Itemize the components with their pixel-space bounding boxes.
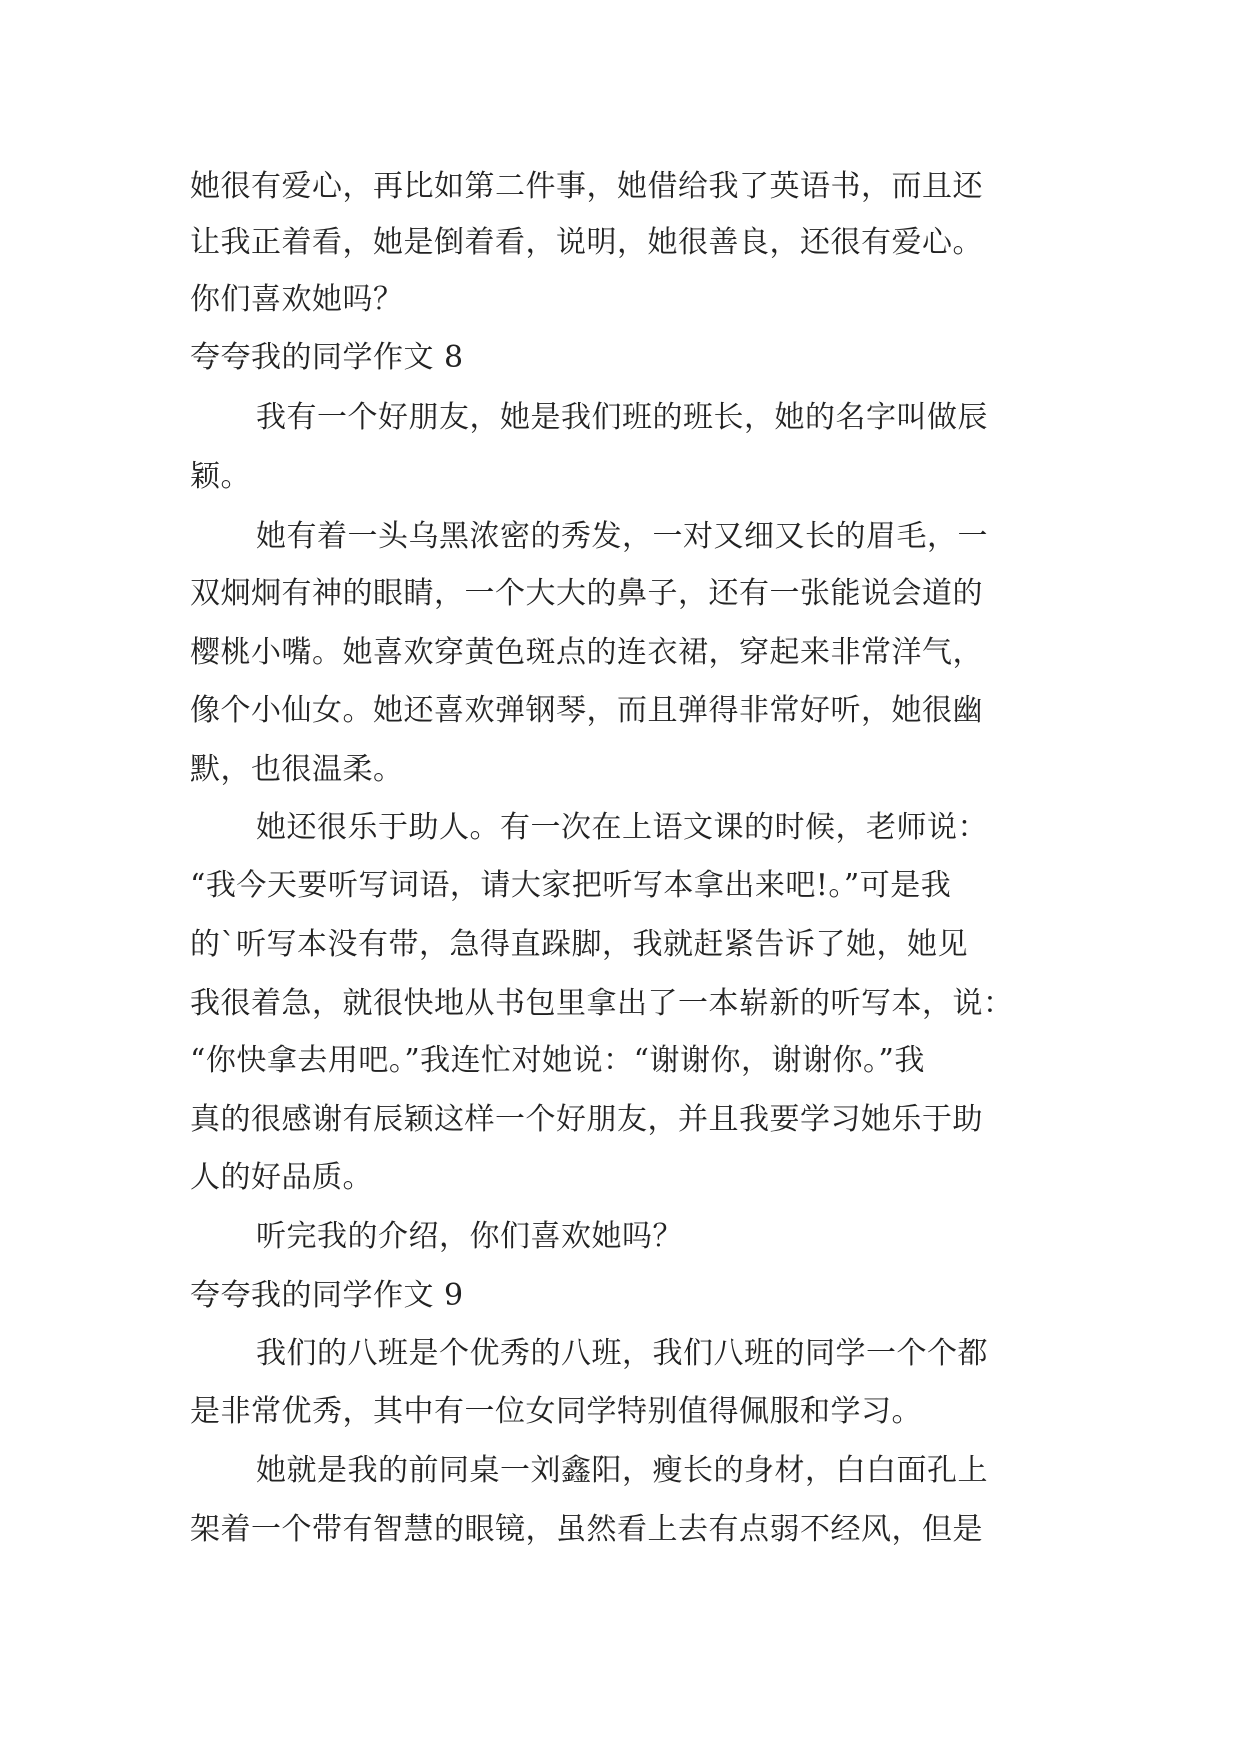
text-line: 真的很感谢有辰颖这样一个好朋友，并且我要学习她乐于助 [190, 1102, 983, 1137]
text-line: 她很有爱心，再比如第二件事，她借给我了英语书，而且还 [190, 169, 983, 204]
text-line: 我很着急，就很快地从书包里拿出了一本崭新的听写本，说： [190, 986, 1014, 1021]
text-line: 你们喜欢她吗？ [190, 282, 404, 317]
text-line: 她就是我的前同桌一刘鑫阳，瘦长的身材，白白面孔上 [256, 1453, 988, 1488]
text-line: “你快拿去用吧。”我连忙对她说：“谢谢你，谢谢你。”我 [190, 1043, 925, 1078]
text-line: 我们的八班是个优秀的八班，我们八班的同学一个个都 [256, 1336, 988, 1371]
section-heading: 夸夸我的同学作文 9 [190, 1278, 464, 1313]
text-line: 听完我的介绍，你们喜欢她吗？ [256, 1219, 683, 1254]
text-line: 是非常优秀，其中有一位女同学特别值得佩服和学习。 [190, 1394, 922, 1429]
text-line: 让我正着看，她是倒着看，说明，她很善良，还很有爱心。 [190, 225, 983, 260]
text-line: 人的好品质。 [190, 1160, 373, 1195]
section-heading: 夸夸我的同学作文 8 [190, 340, 464, 375]
text-line: 双炯炯有神的眼睛，一个大大的鼻子，还有一张能说会道的 [190, 576, 983, 611]
text-line: 颖。 [190, 459, 251, 494]
text-line: 的`听写本没有带，急得直跺脚，我就赶紧告诉了她，她见 [190, 927, 968, 962]
text-line: 樱桃小嘴。她喜欢穿黄色斑点的连衣裙，穿起来非常洋气， [190, 635, 983, 670]
text-line: 架着一个带有智慧的眼镜，虽然看上去有点弱不经风，但是 [190, 1512, 983, 1547]
text-line: 默，也很温柔。 [190, 752, 404, 787]
text-line: 像个小仙女。她还喜欢弹钢琴，而且弹得非常好听，她很幽 [190, 693, 983, 728]
text-line: “我今天要听写词语，请大家把听写本拿出来吧!。”可是我 [190, 868, 952, 903]
text-line: 她有着一头乌黑浓密的秀发，一对又细又长的眉毛，一 [256, 519, 988, 554]
text-line: 我有一个好朋友，她是我们班的班长，她的名字叫做辰 [256, 400, 988, 435]
text-line: 她还很乐于助人。有一次在上语文课的时候，老师说： [256, 810, 988, 845]
